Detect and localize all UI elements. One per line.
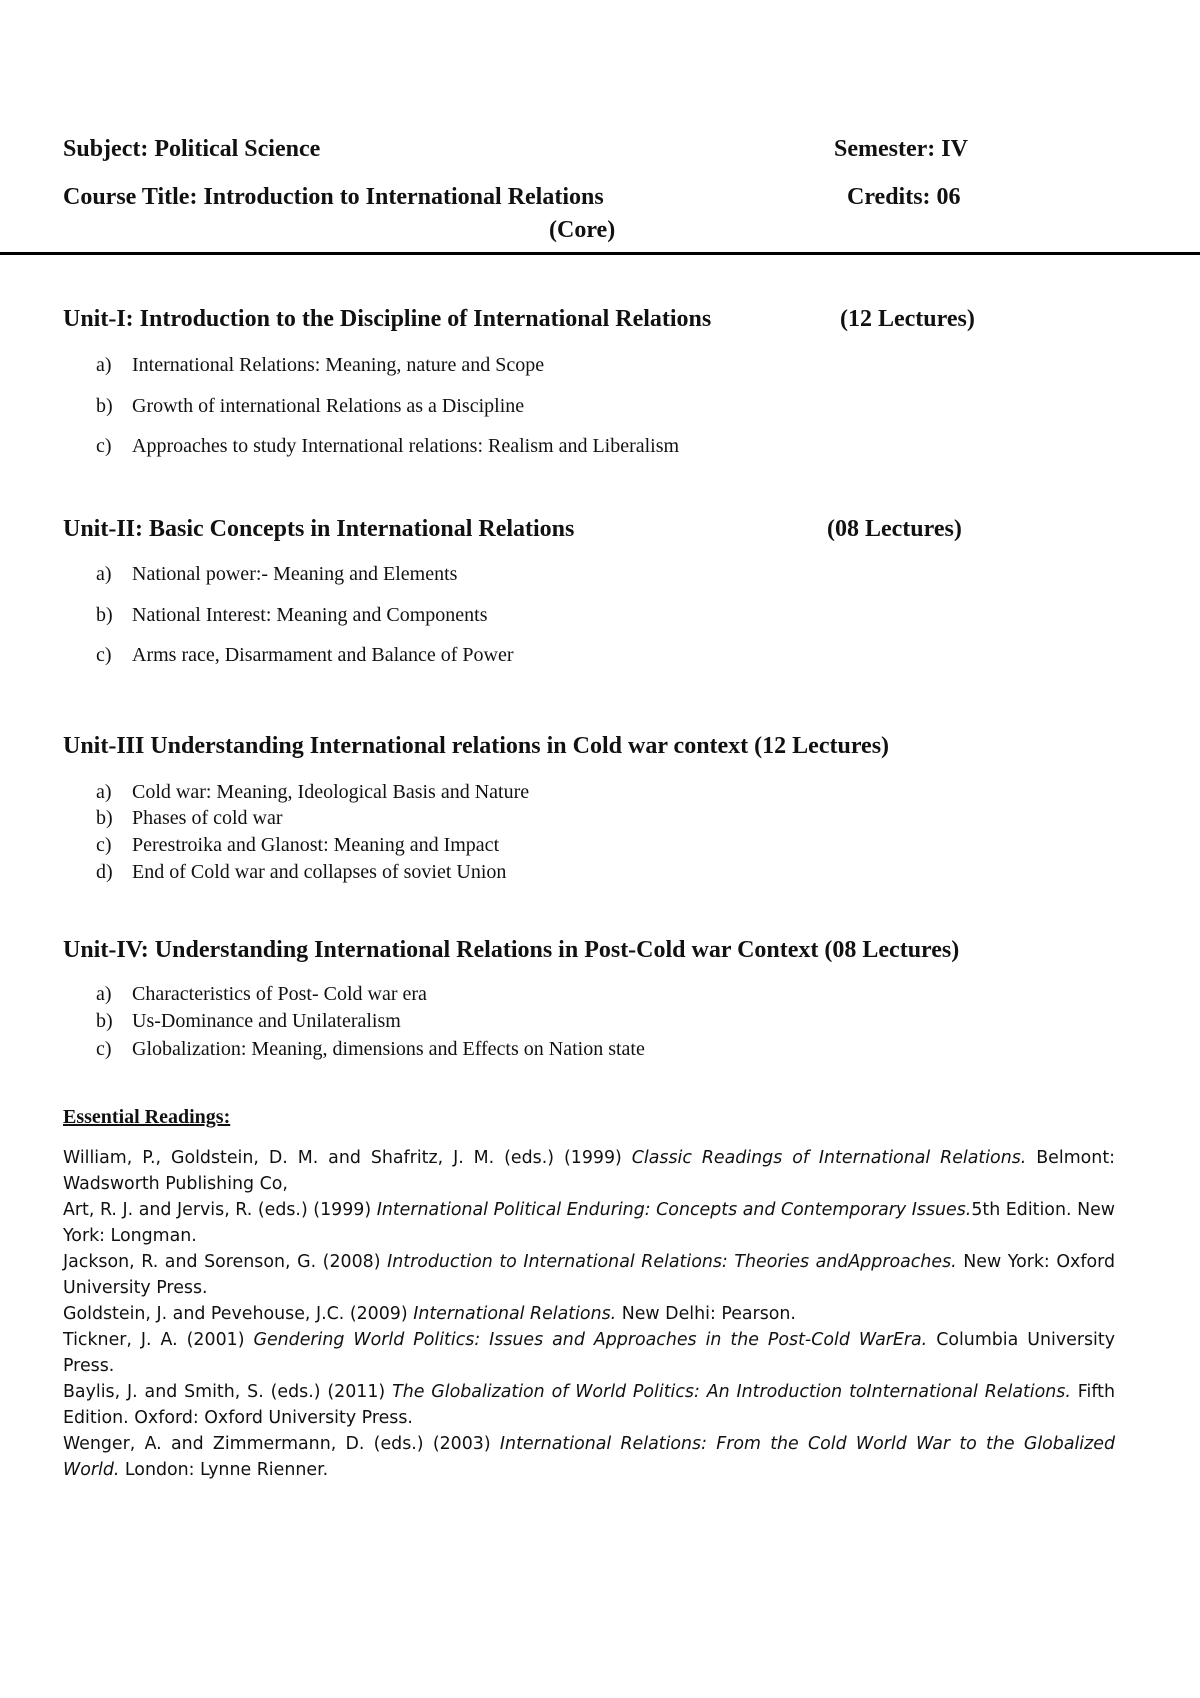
reference-item: Wenger, A. and Zimmermann, D. (eds.) (2003) International Relations: From the Cold World War to the Globalized World. London: Lynne Rienner. (63, 1434, 1116, 1480)
list-item: c) Approaches to study International relations: Realism and Liberalism (96, 435, 680, 457)
reference-item: Goldstein, J. and Pevehouse, J.C. (2009) International Relations. New Delhi: Pearson. (63, 1304, 796, 1324)
list-item: b) Phases of cold war (96, 807, 283, 829)
unit-3-title: Unit-III Understanding International relations in Cold war context (12 Lectures) (63, 733, 890, 759)
list-item: c) Arms race, Disarmament and Balance of Power (96, 644, 514, 666)
list-item: a) Characteristics of Post- Cold war era (96, 983, 427, 1005)
list-item: a) National power:- Meaning and Elements (96, 563, 458, 585)
list-item: b) Growth of international Relations as a Discipline (96, 395, 525, 417)
list-item: b) Us-Dominance and Unilateralism (96, 1010, 401, 1032)
list-item: d) End of Cold war and collapses of soviet Union (96, 861, 507, 883)
reference-item: William, P., Goldstein, D. M. and Shafritz, J. M. (eds.) (1999) Classic Readings of International Relations. Belmont: Wadsworth Publishing Co, (63, 1148, 1115, 1194)
unit-2-title: Unit-II: Basic Concepts in International Relations (63, 516, 575, 542)
reference-item: Baylis, J. and Smith, S. (eds.) (2011) The Globalization of World Politics: An Introduction toInternational Relations. Fifth Edition. Oxford: Oxford University Press. (63, 1382, 1115, 1428)
list-item: a) International Relations: Meaning, nature and Scope (96, 354, 545, 376)
list-item: c) Perestroika and Glanost: Meaning and Impact (96, 834, 500, 856)
list-item: a) Cold war: Meaning, Ideological Basis and Nature (96, 781, 530, 803)
reference-item: Tickner, J. A. (2001) Gendering World Politics: Issues and Approaches in the Post-Cold WarEra. Columbia University Press. (63, 1330, 1115, 1376)
reference-item: Jackson, R. and Sorenson, G. (2008) Introduction to International Relations: Theories andApproaches. New York: Oxford University Press. (63, 1252, 1115, 1298)
core-label: (Core) (549, 217, 616, 243)
semester-label: Semester: IV (834, 136, 968, 162)
list-item: b) National Interest: Meaning and Components (96, 604, 488, 626)
reference-item: Art, R. J. and Jervis, R. (eds.) (1999) International Political Enduring: Concepts and Contemporary Issues.5th Edition. New York: Longman. (63, 1200, 1115, 1246)
reference-list (63, 1145, 1115, 1483)
unit-1-lectures: (12 Lectures) (840, 306, 975, 332)
list-item: c) Globalization: Meaning, dimensions and Effects on Nation state (96, 1038, 645, 1060)
course-title: Course Title: Introduction to International Relations (63, 184, 604, 210)
header-divider (0, 252, 1200, 255)
unit-2-lectures: (08 Lectures) (827, 516, 962, 542)
credits-label: Credits: 06 (847, 184, 961, 210)
subject-label: Subject: Political Science (63, 136, 321, 162)
essential-readings-heading: Essential Readings: (63, 1106, 231, 1128)
unit-4-title: Unit-IV: Understanding International Relations in Post-Cold war Context (08 Lectures) (63, 937, 960, 963)
unit-1-title: Unit-I: Introduction to the Discipline of International Relations (63, 306, 712, 332)
